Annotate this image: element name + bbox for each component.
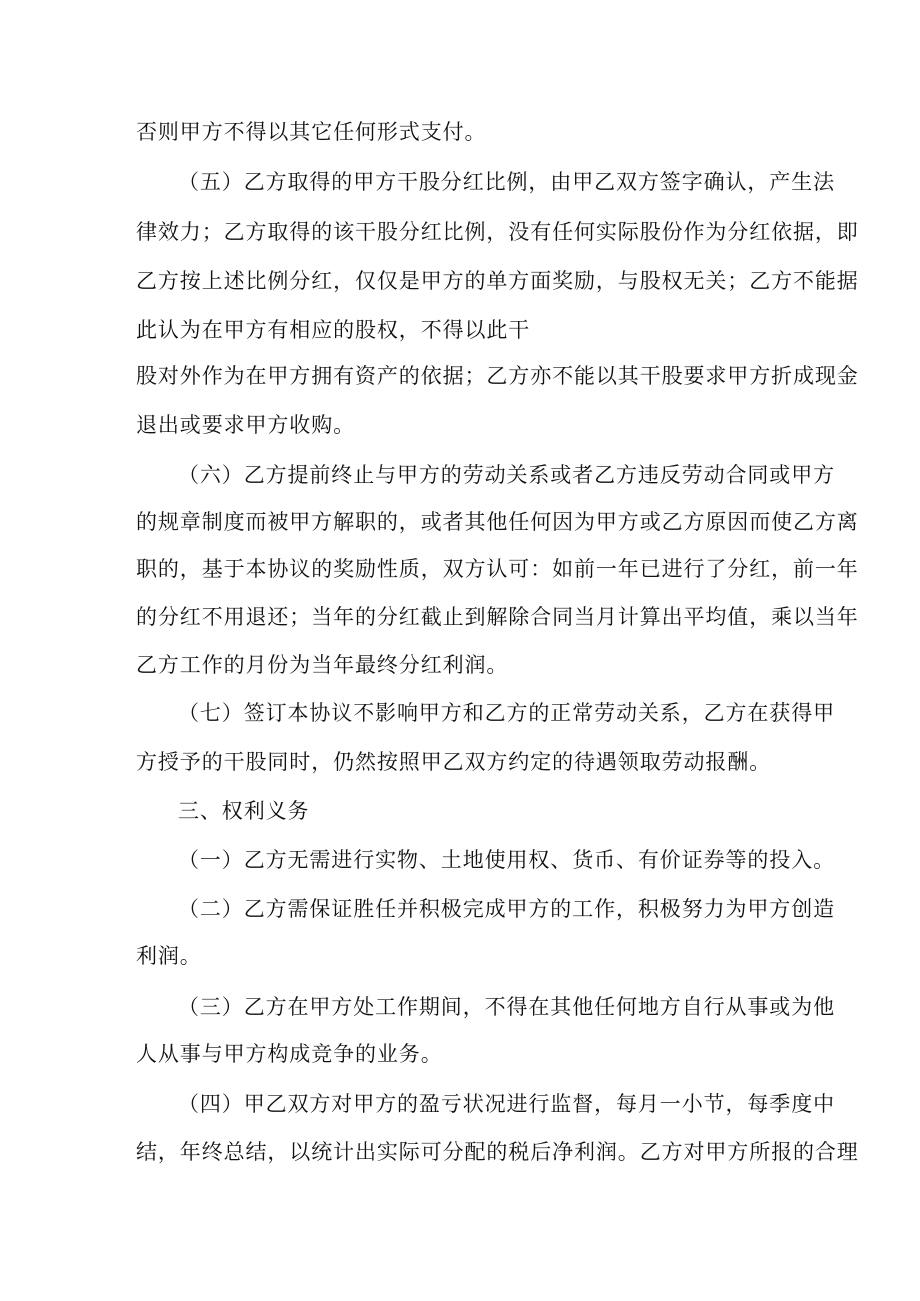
text-line: （二）乙方需保证胜任并积极完成甲方的工作，积极努力为甲方创造 xyxy=(178,897,835,921)
text-line: 律效力；乙方取得的该干股分红比例，没有任何实际股份作为分红依据，即 xyxy=(136,220,859,244)
text-line: （七）签订本协议不影响甲方和乙方的正常劳动关系，乙方在获得甲 xyxy=(178,701,835,725)
text-line: 乙方工作的月份为当年最终分红利润。 xyxy=(136,653,509,677)
section-heading: 三、权利义务 xyxy=(178,799,310,823)
text-line: 利润。 xyxy=(136,944,202,968)
text-line: 职的，基于本协议的奖励性质，双方认可：如前一年已进行了分红，前一年 xyxy=(136,557,859,581)
text-line: （三）乙方在甲方处工作期间，不得在其他任何地方自行从事或为他 xyxy=(178,995,835,1019)
text-line: 否则甲方不得以其它任何形式支付。 xyxy=(136,120,487,144)
text-line: 退出或要求甲方收购。 xyxy=(136,413,355,437)
text-line: （五）乙方取得的甲方干股分红比例，由甲乙双方签字确认，产生法 xyxy=(178,170,835,194)
text-line: （一）乙方无需进行实物、土地使用权、货币、有价证券等的投入。 xyxy=(178,848,835,872)
text-line: 人从事与甲方构成竞争的业务。 xyxy=(136,1042,443,1066)
text-line: 的分红不用退还；当年的分红截止到解除合同当月计算出平均值，乘以当年 xyxy=(136,605,859,629)
text-line: 股对外作为在甲方拥有资产的依据；乙方亦不能以其干股要求甲方折成现金 xyxy=(136,364,859,388)
text-line: （六）乙方提前终止与甲方的劳动关系或者乙方违反劳动合同或甲方 xyxy=(178,463,835,487)
text-line: 的规章制度而被甲方解职的，或者其他任何因为甲方或乙方原因而使乙方离 xyxy=(136,510,859,534)
text-line: 结，年终总结，以统计出实际可分配的税后净利润。乙方对甲方所报的合理 xyxy=(136,1140,859,1164)
text-line: 方授予的干股同时，仍然按照甲乙双方约定的待遇领取劳动报酬。 xyxy=(136,750,772,774)
text-line: （四）甲乙双方对甲方的盈亏状况进行监督，每月一小节，每季度中 xyxy=(178,1092,835,1116)
text-line: 乙方按上述比例分红，仅仅是甲方的单方面奖励，与股权无关；乙方不能据 xyxy=(136,269,859,293)
text-line: 此认为在甲方有相应的股权，不得以此干 xyxy=(136,318,531,342)
